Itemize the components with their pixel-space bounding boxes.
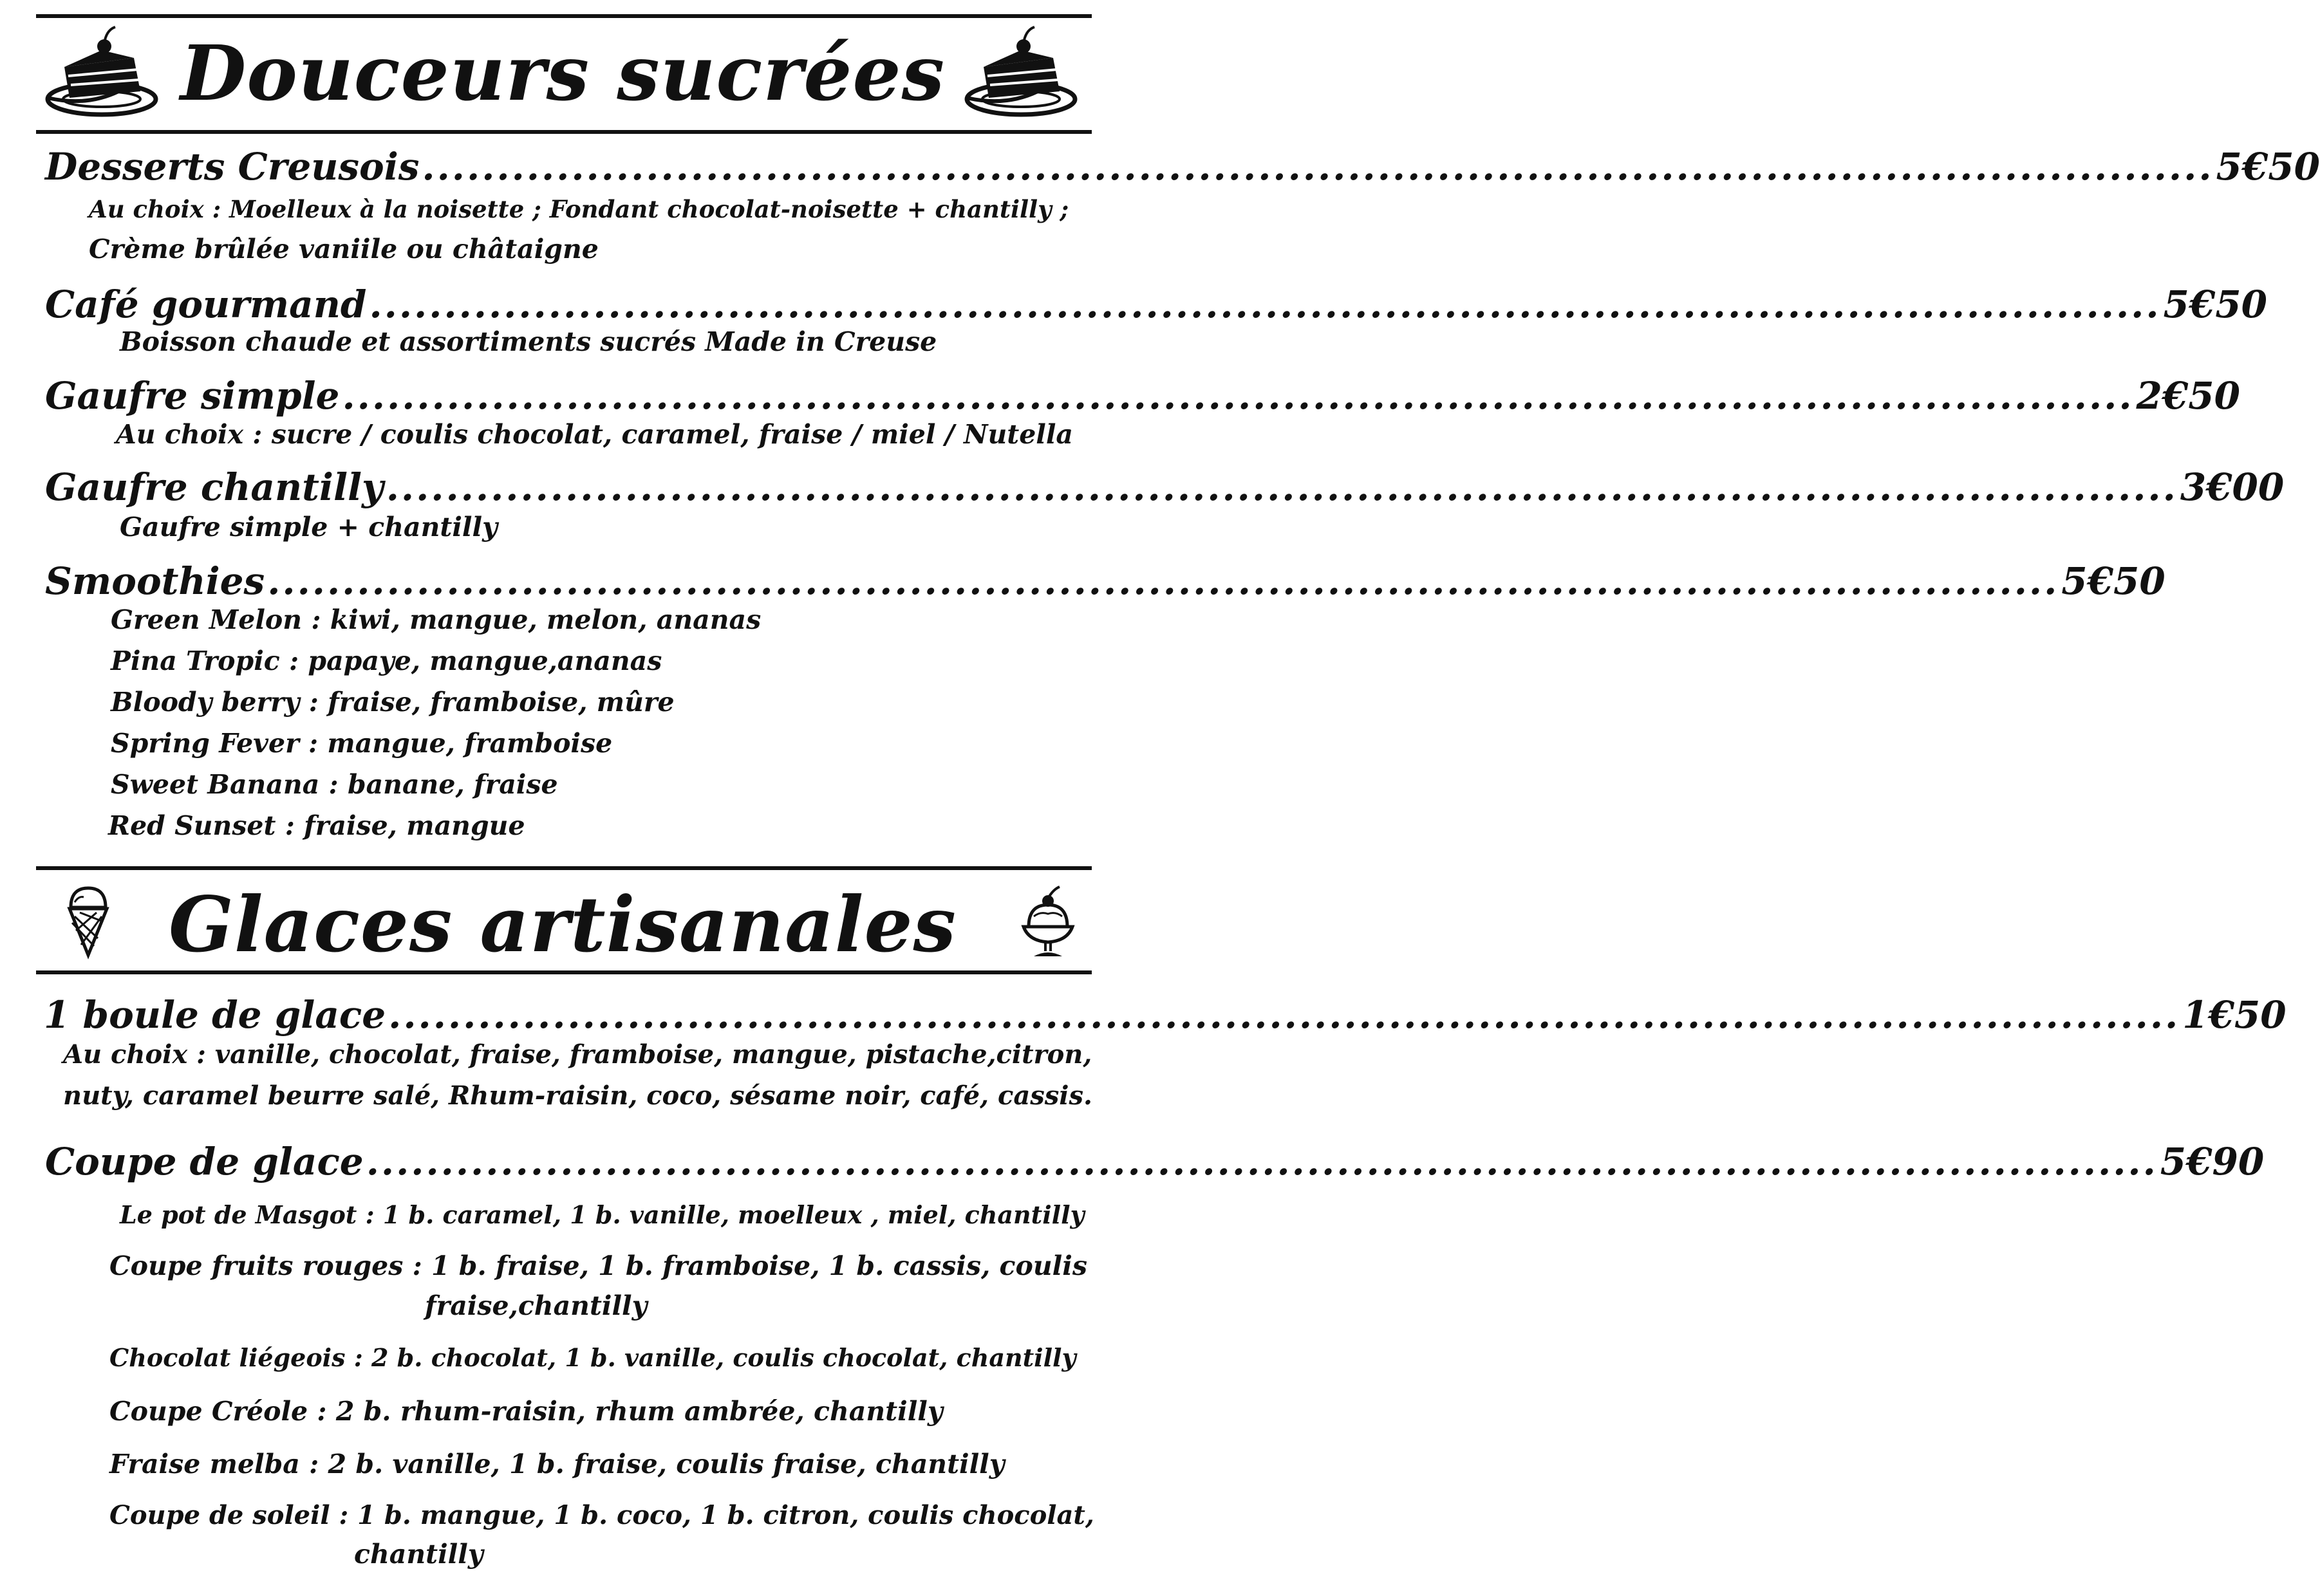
menu-item-row bbox=[44, 988, 2287, 1037]
item-description: Chocolat liégeois : 2 b. chocolat, 1 b. vanille, coulis chocolat, chantilly bbox=[109, 1343, 1076, 1372]
item-description: Gaufre simple + chantilly bbox=[120, 512, 498, 543]
item-price: 2€50 bbox=[2136, 374, 2240, 418]
item-name: Café gourmand bbox=[45, 283, 367, 326]
section-title: Douceurs sucrées bbox=[180, 28, 946, 118]
dot-leader: ........................................................................................................................ bbox=[386, 465, 2178, 509]
menu-item-row bbox=[45, 1135, 2265, 1183]
item-price: 5€50 bbox=[2163, 283, 2267, 326]
item-description: Au choix : Moelleux à la noisette ; Fondant chocolat-noisette + chantilly ; bbox=[89, 195, 1069, 223]
item-name: Gaufre simple bbox=[45, 374, 340, 418]
item-description: Bloody berry : fraise, framboise, mûre bbox=[111, 687, 675, 718]
item-description: Coupe de soleil : 1 b. mangue, 1 b. coco, 1 b. citron, coulis chocolat, bbox=[109, 1500, 1094, 1530]
item-price: 5€90 bbox=[2160, 1140, 2265, 1183]
item-description: Coupe fruits rouges : 1 b. fraise, 1 b. framboise, 1 b. cassis, coulis bbox=[109, 1250, 1087, 1281]
item-description: Green Melon : kiwi, mangue, melon, ananas bbox=[111, 604, 762, 635]
item-name: Smoothies bbox=[45, 559, 265, 603]
dot-leader: ........................................................................................................................ bbox=[366, 1140, 2158, 1183]
item-description: Fraise melba : 2 b. vanille, 1 b. fraise, coulis fraise, chantilly bbox=[109, 1449, 1005, 1480]
item-description: Au choix : sucre / coulis chocolat, caramel, fraise / miel / Nutella bbox=[116, 419, 1073, 450]
item-description: Boisson chaude et assortiments sucrés Made in Creuse bbox=[120, 326, 937, 357]
item-price: 1€50 bbox=[2182, 993, 2287, 1037]
menu-item-row bbox=[45, 461, 2285, 509]
item-name: Coupe de glace bbox=[45, 1140, 364, 1183]
item-name: Desserts Creusois bbox=[45, 145, 420, 189]
item-description: Spring Fever : mangue, framboise bbox=[111, 728, 613, 759]
dot-leader: ........................................................................................................................ bbox=[422, 145, 2214, 189]
section-bottom-rule bbox=[36, 130, 1092, 134]
item-price: 3€00 bbox=[2180, 465, 2285, 509]
dot-leader: ........................................................................................................................ bbox=[369, 283, 2161, 326]
section-top-rule bbox=[36, 866, 1092, 870]
item-price: 5€50 bbox=[2061, 559, 2166, 603]
item-description: Pina Tropic : papaye, mangue,ananas bbox=[111, 645, 662, 676]
item-description: Red Sunset : fraise, mangue bbox=[108, 810, 525, 841]
item-description: Sweet Banana : banane, fraise bbox=[111, 769, 558, 800]
dot-leader: ........................................................................................................................ bbox=[342, 374, 2134, 418]
item-name: Gaufre chantilly bbox=[45, 465, 384, 509]
item-description: Coupe Créole : 2 b. rhum-raisin, rhum ambrée, chantilly bbox=[109, 1396, 943, 1427]
item-description: Le pot de Masgot : 1 b. caramel, 1 b. vanille, moelleux , miel, chantilly bbox=[120, 1200, 1085, 1229]
dot-leader: ........................................................................................................................ bbox=[267, 559, 2059, 603]
menu-item-row bbox=[45, 555, 2166, 603]
menu-item-row bbox=[45, 369, 2240, 418]
menu-item-row bbox=[45, 140, 2320, 189]
item-description: Crème brûlée vaniile ou châtaigne bbox=[89, 234, 599, 264]
item-name: 1 boule de glace bbox=[44, 993, 386, 1037]
item-description: chantilly bbox=[354, 1539, 483, 1570]
section-bottom-rule bbox=[36, 970, 1092, 974]
section-top-rule bbox=[36, 14, 1092, 18]
item-price: 5€50 bbox=[2216, 145, 2320, 189]
dot-leader: ........................................................................................................................ bbox=[388, 993, 2180, 1037]
item-description: fraise,chantilly bbox=[425, 1290, 648, 1321]
menu-item-row bbox=[45, 278, 2267, 326]
item-description: nuty, caramel beurre salé, Rhum-raisin, coco, sésame noir, café, cassis. bbox=[63, 1081, 1092, 1111]
item-description: Au choix : vanille, chocolat, fraise, framboise, mangue, pistache,citron, bbox=[63, 1039, 1092, 1070]
section-title: Glaces artisanales bbox=[169, 880, 957, 969]
